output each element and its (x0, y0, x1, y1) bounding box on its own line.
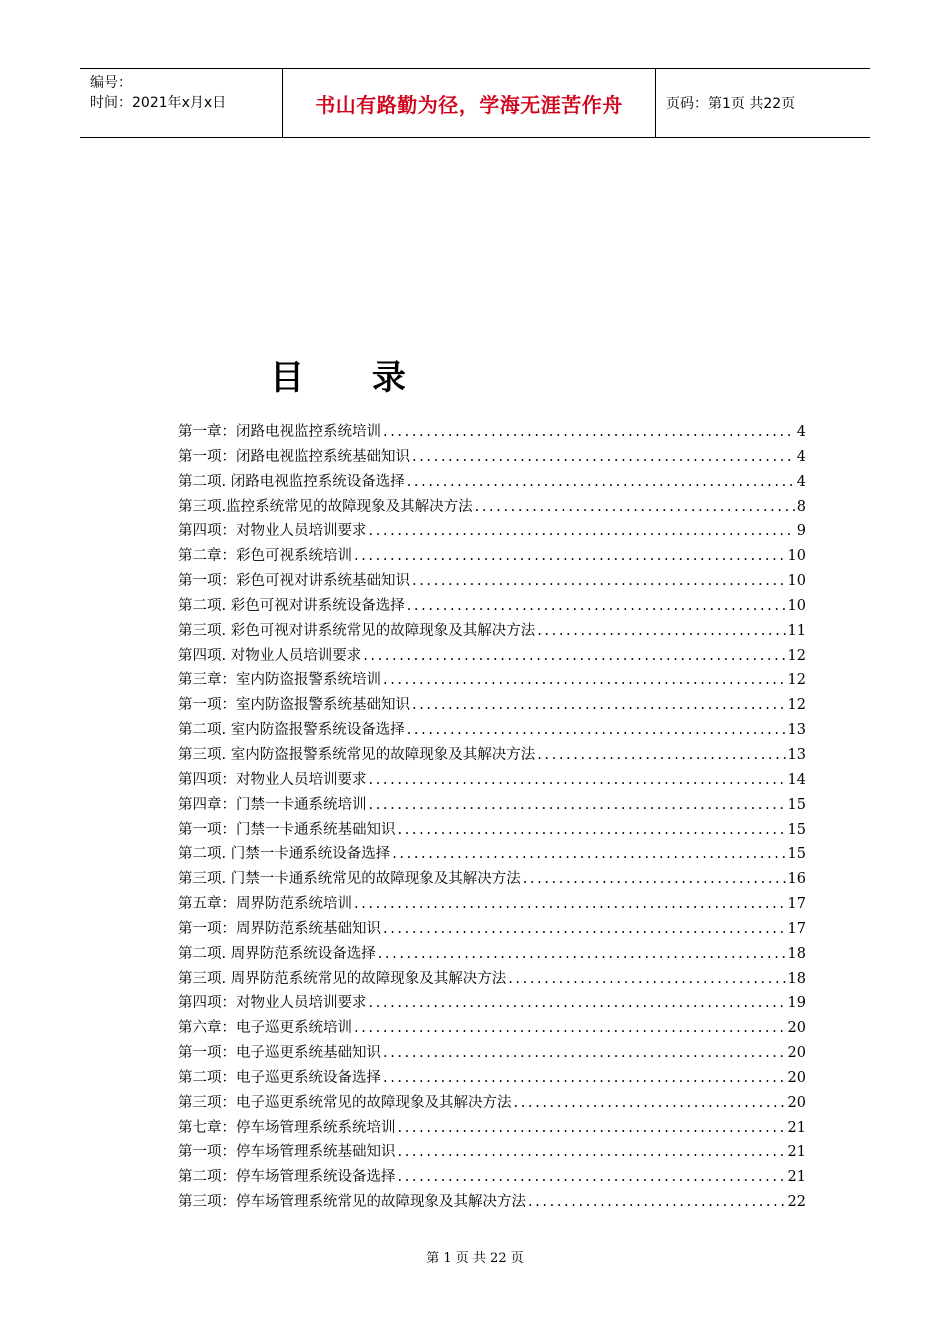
toc-leader-dots (405, 474, 795, 490)
toc-leader-dots (352, 1020, 786, 1036)
toc-entry-title: 第四项：对物业人员培训要求 (178, 771, 367, 788)
toc-entry-title: 第六章：电子巡更系统培训 (178, 1020, 352, 1037)
toc-leader-dots (367, 995, 786, 1011)
toc-entry-title: 第二项：电子巡更系统设备选择 (178, 1069, 381, 1086)
toc-entry-title: 第四章：门禁一卡通系统培训 (178, 796, 367, 813)
toc-entry-page: 20 (787, 1094, 806, 1111)
toc-entry-page: 21 (787, 1144, 806, 1161)
toc-entry-page: 19 (787, 995, 806, 1012)
toc-entry-page: 12 (787, 672, 806, 689)
toc-entry-title: 第一章：闭路电视监控系统培训 (178, 424, 381, 440)
toc-entry[interactable] (178, 1190, 806, 1215)
toc-entry-page: 17 (787, 920, 806, 937)
toc-entry-title: 第三项：电子巡更系统常见的故障现象及其解决方法 (178, 1094, 512, 1111)
toc-leader-dots (535, 623, 785, 639)
toc-entry-page: 8 (796, 498, 806, 515)
toc-leader-dots (405, 598, 786, 614)
document-time: 时间：2021年x月x日 (90, 95, 227, 111)
toc-entry-page: 10 (787, 548, 806, 565)
toc-leader-dots (390, 846, 785, 862)
toc-entry-title: 第五章：周界防范系统培训 (178, 896, 352, 913)
toc-leader-dots (381, 1045, 786, 1061)
toc-entry-page: 21 (787, 1169, 806, 1186)
toc-entry-page: 12 (787, 647, 806, 664)
toc-entry-title: 第一项：闭路电视监控系统基础知识 (178, 448, 410, 465)
toc-leader-dots (381, 672, 786, 688)
toc-leader-dots (376, 946, 786, 962)
toc-entry-page: 13 (787, 746, 806, 763)
toc-entry-page: 10 (787, 597, 806, 614)
toc-entry[interactable] (178, 470, 806, 495)
toc-entry-page: 14 (787, 771, 806, 788)
toc-entry-title: 第二项. 彩色可视对讲系统设备选择 (178, 597, 405, 614)
header-page-info: 页码：第1页 共22页 (666, 96, 796, 112)
toc-entry[interactable] (178, 892, 806, 917)
toc-entry[interactable] (178, 594, 806, 619)
toc-entry-title: 第三项. 周界防范系统常见的故障现象及其解决方法 (178, 970, 507, 987)
toc-entry[interactable] (178, 569, 806, 594)
toc-leader-dots (381, 1070, 786, 1086)
toc-entry-page: 20 (787, 1069, 806, 1086)
toc-leader-dots (396, 1169, 786, 1185)
toc-entry[interactable] (178, 793, 806, 818)
table-of-contents (178, 420, 806, 1215)
toc-entry-title: 第一项：彩色可视对讲系统基础知识 (178, 573, 410, 590)
toc-entry-page: 4 (796, 473, 806, 490)
toc-leader-dots (396, 822, 786, 838)
toc-leader-dots (473, 499, 795, 515)
toc-entry-page: 22 (787, 1194, 806, 1211)
toc-leader-dots (367, 797, 786, 813)
toc-entry[interactable] (178, 693, 806, 718)
toc-leader-dots (521, 871, 786, 887)
toc-entry-page: 15 (787, 796, 806, 813)
toc-leader-dots (535, 747, 785, 763)
toc-entry[interactable] (178, 718, 806, 743)
toc-leader-dots (352, 896, 786, 912)
toc-entry-title: 第二项. 室内防盗报警系统设备选择 (178, 722, 405, 739)
toc-entry[interactable] (178, 818, 806, 843)
toc-entry-page: 9 (796, 523, 806, 540)
toc-leader-dots (506, 971, 785, 987)
toc-entry[interactable] (178, 1091, 806, 1116)
toc-entry[interactable] (178, 1016, 806, 1041)
toc-leader-dots (361, 648, 785, 664)
toc-entry-page: 10 (787, 573, 806, 590)
toc-entry-title: 第一项：周界防范系统基础知识 (178, 920, 381, 937)
toc-entry[interactable] (178, 743, 806, 768)
toc-entry-title: 第三章：室内防盗报警系统培训 (178, 672, 381, 689)
header-motto: 书山有路勤为径，学海无涯苦作舟 (283, 69, 656, 137)
toc-entry-title: 第二项. 周界防范系统设备选择 (178, 945, 376, 962)
toc-leader-dots (410, 573, 786, 589)
toc-leader-dots (526, 1194, 786, 1210)
toc-entry-page: 15 (787, 821, 806, 838)
toc-leader-dots (396, 1120, 786, 1136)
toc-entry[interactable] (178, 420, 806, 445)
toc-entry[interactable] (178, 544, 806, 569)
header-meta (80, 69, 283, 137)
toc-leader-dots (367, 523, 795, 539)
toc-entry-page: 21 (787, 1119, 806, 1136)
toc-entry-page: 11 (787, 622, 806, 639)
toc-entry-title: 第一项：停车场管理系统基础知识 (178, 1144, 396, 1161)
toc-entry-page: 15 (787, 846, 806, 863)
toc-leader-dots (381, 424, 795, 440)
toc-entry[interactable] (178, 867, 806, 892)
toc-entry[interactable] (178, 619, 806, 644)
toc-entry-title: 第四项：对物业人员培训要求 (178, 995, 367, 1012)
document-number-label: 编号： (90, 75, 132, 91)
page-footer: 第 1 页 共 22 页 (426, 1251, 524, 1266)
toc-leader-dots (410, 697, 786, 713)
toc-entry[interactable] (178, 1041, 806, 1066)
toc-entry[interactable] (178, 519, 806, 544)
toc-entry[interactable] (178, 991, 806, 1016)
toc-entry[interactable] (178, 668, 806, 693)
toc-entry-page: 18 (787, 970, 806, 987)
toc-entry[interactable] (178, 1140, 806, 1165)
toc-entry[interactable] (178, 644, 806, 669)
toc-entry-page: 20 (787, 1045, 806, 1062)
toc-entry-title: 第三项.监控系统常见的故障现象及其解决方法 (178, 498, 473, 515)
toc-entry[interactable] (178, 1066, 806, 1091)
toc-leader-dots (396, 1144, 786, 1160)
toc-entry[interactable] (178, 768, 806, 793)
toc-entry-page: 13 (787, 722, 806, 739)
toc-entry[interactable] (178, 942, 806, 967)
toc-entry-title: 第二章：彩色可视系统培训 (178, 548, 352, 565)
toc-entry-page: 20 (787, 1020, 806, 1037)
toc-entry[interactable] (178, 917, 806, 942)
page-header (80, 68, 870, 138)
toc-entry-page: 4 (796, 424, 806, 440)
toc-entry-page: 17 (787, 896, 806, 913)
toc-leader-dots (367, 772, 786, 788)
toc-leader-dots (381, 921, 786, 937)
toc-entry-title: 第一项：室内防盗报警系统基础知识 (178, 697, 410, 714)
toc-entry[interactable] (178, 1165, 806, 1190)
toc-entry-title: 第四项. 对物业人员培训要求 (178, 647, 362, 664)
toc-entry[interactable] (178, 1116, 806, 1141)
toc-entry-title: 第二项. 闭路电视监控系统设备选择 (178, 473, 405, 490)
toc-leader-dots (405, 722, 786, 738)
toc-entry-title: 第一项：门禁一卡通系统基础知识 (178, 821, 396, 838)
toc-leader-dots (410, 449, 795, 465)
toc-entry-title: 第三项. 室内防盗报警系统常见的故障现象及其解决方法 (178, 746, 536, 763)
toc-leader-dots (352, 548, 786, 564)
toc-entry-title: 第一项：电子巡更系统基础知识 (178, 1045, 381, 1062)
toc-title: 目 录 (270, 358, 434, 398)
toc-entry-page: 16 (787, 871, 806, 888)
toc-entry-title: 第四项：对物业人员培训要求 (178, 523, 367, 540)
toc-entry-title: 第七章：停车场管理系统系统培训 (178, 1119, 396, 1136)
toc-entry-title: 第三项. 彩色可视对讲系统常见的故障现象及其解决方法 (178, 622, 536, 639)
toc-entry-page: 12 (787, 697, 806, 714)
toc-entry[interactable] (178, 967, 806, 992)
toc-entry-title: 第三项：停车场管理系统常见的故障现象及其解决方法 (178, 1194, 526, 1211)
toc-entry[interactable] (178, 445, 806, 470)
toc-entry-title: 第二项：停车场管理系统设备选择 (178, 1169, 396, 1186)
toc-entry-page: 4 (796, 448, 806, 465)
toc-entry[interactable] (178, 842, 806, 867)
toc-entry[interactable] (178, 495, 806, 520)
toc-entry-page: 18 (787, 945, 806, 962)
toc-leader-dots (512, 1095, 786, 1111)
toc-entry-title: 第三项. 门禁一卡通系统常见的故障现象及其解决方法 (178, 871, 521, 888)
toc-entry-title: 第二项. 门禁一卡通系统设备选择 (178, 846, 391, 863)
